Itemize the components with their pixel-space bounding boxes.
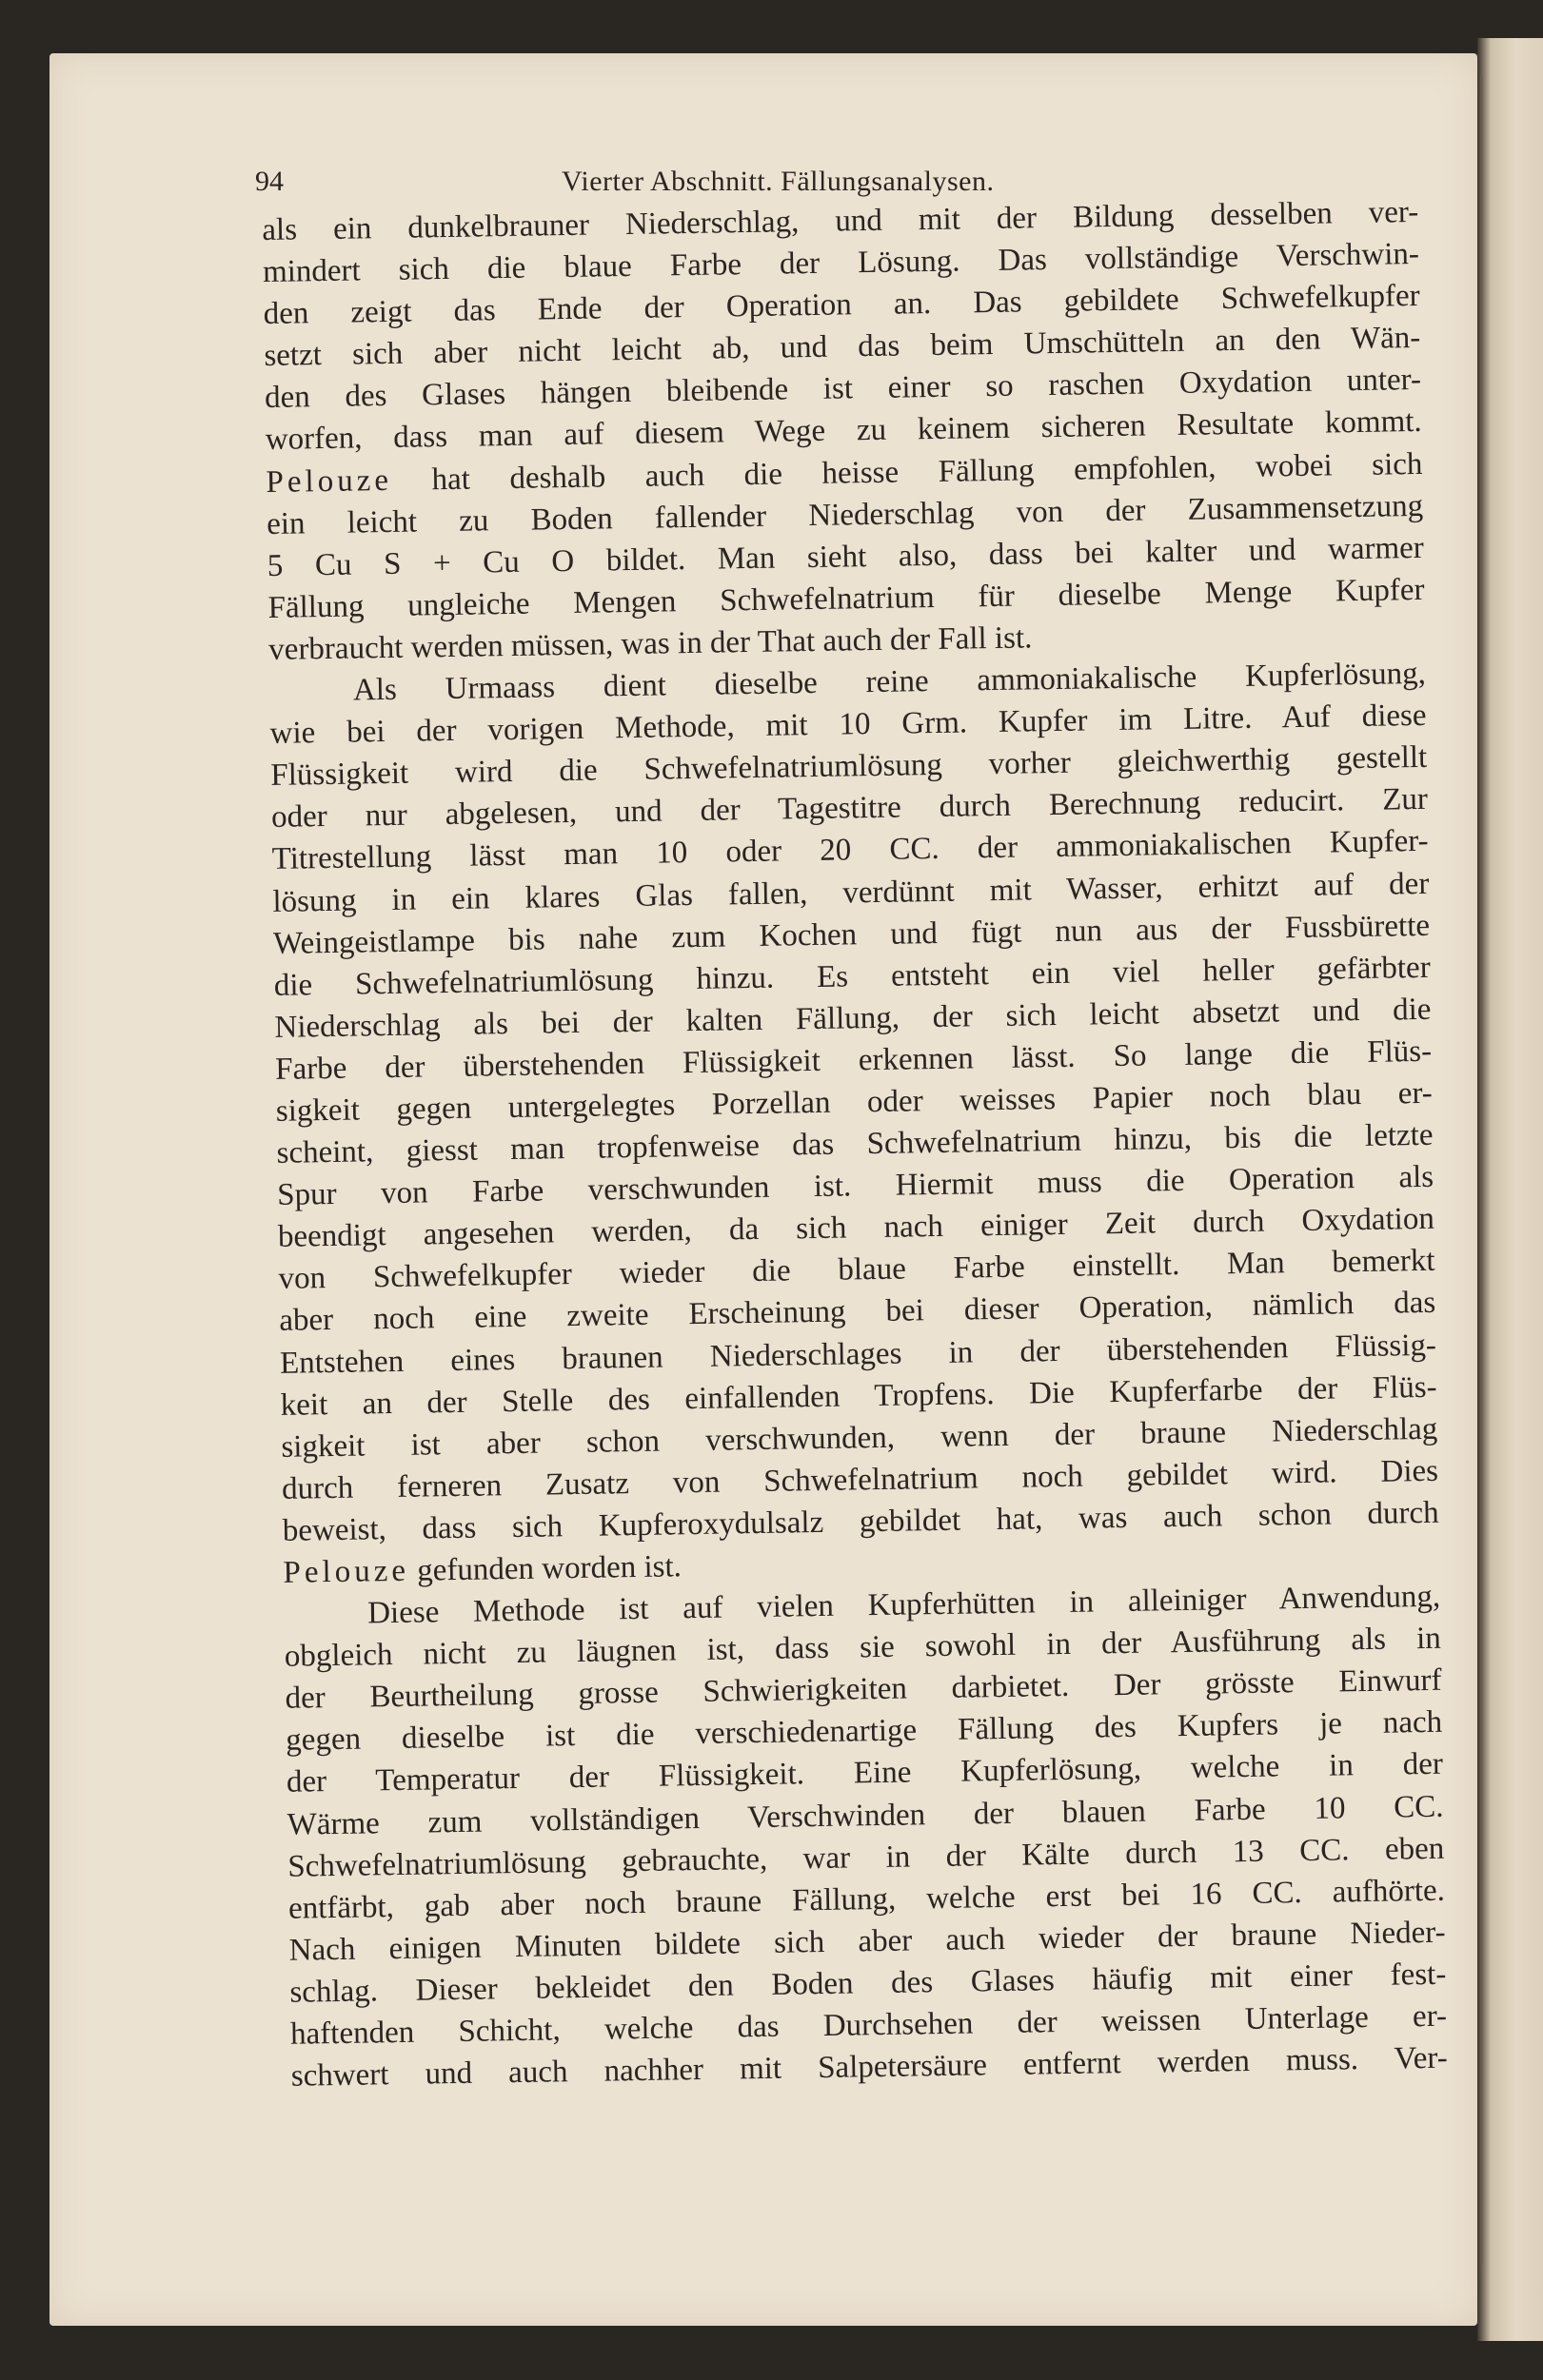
text-line: die Schwefelnatriumlösung hinzu. Es entsteht ein viel heller gefärbter xyxy=(273,950,1431,1003)
text-line: der Beurtheilung grosse Schwierigkeiten darbietet. Der grösste Einwurf xyxy=(285,1663,1442,1717)
text-line: 5 Cu S + Cu O bildet. Man sieht also, dass bei kalter und warmer xyxy=(267,530,1425,583)
gutter-line xyxy=(1480,76,1483,2265)
author-name: Pelouze xyxy=(283,1553,410,1590)
text-line: setzt sich aber nicht leicht ab, und das beim Umschütteln an den Wän- xyxy=(264,321,1421,374)
text-line: Fällung ungleiche Mengen Schwefelnatrium für dieselbe Menge Kupfer xyxy=(267,572,1425,625)
text-line: keit an der Stelle des einfallenden Tropfens. Die Kupferfarbe der Flüs- xyxy=(280,1369,1437,1423)
text-line: schwert und auch nachher mit Salpetersäure entfernt werden muss. Ver- xyxy=(290,2040,1448,2094)
text-line: oder nur abgelesen, und der Tagestitre durch Berechnung reducirt. Zur xyxy=(270,782,1429,836)
text-line: der Temperatur der Flüssigkeit. Eine Kupferlösung, welche in der xyxy=(286,1747,1444,1800)
next-page-edge xyxy=(1477,38,1543,2341)
text-line-rest: gefunden worden ist. xyxy=(416,1549,682,1588)
text-line: obgleich nicht zu läugnen ist, dass sie sowohl in der Ausführung als in xyxy=(284,1621,1442,1674)
text-line: Titrestellung lässt man 10 oder 20 CC. der ammoniakalischen Kupfer- xyxy=(271,824,1429,877)
text-line: den zeigt das Ende der Operation an. Das gebildete Schwefelkupfer xyxy=(263,279,1420,332)
running-head: Vierter Abschnitt. Fällungsanalysen. xyxy=(562,166,995,197)
author-name: Pelouze xyxy=(266,462,393,500)
text-line: lösung in ein klares Glas fallen, verdünnt mit Wasser, erhitzt auf der xyxy=(272,866,1430,919)
text-line: Flüssigkeit wird die Schwefelnatriumlösung vorher gleichwerthig gestellt xyxy=(270,740,1428,794)
text-line: wie bei der vorigen Methode, mit 10 Grm. Kupfer im Litre. Auf diese xyxy=(269,698,1427,752)
text-line: sigkeit ist aber schon verschwunden, wenn der braune Niederschlag xyxy=(281,1411,1438,1465)
text-line: Wärme zum vollständigen Verschwinden der blauen Farbe 10 CC. xyxy=(287,1789,1444,1842)
text-line: Entstehen eines braunen Niederschlages in der überstehenden Flüssig- xyxy=(279,1328,1437,1381)
text-line: durch ferneren Zusatz von Schwefelnatrium noch gebildet wird. Dies xyxy=(281,1453,1439,1506)
text-line: verbraucht werden müssen, was in der That auch der Fall ist. xyxy=(267,620,1033,667)
text-line: beweist, dass sich Kupferoxydulsalz gebildet hat, was auch schon durch xyxy=(282,1495,1439,1548)
text-line-rest: hat deshalb auch die heisse Fällung empfohlen, wobei sich xyxy=(431,446,1423,497)
text-line: den des Glases hängen bleibende ist einer so raschen Oxydation unter- xyxy=(264,363,1422,416)
page-number: 94 xyxy=(255,166,284,197)
text-line: Schwefelnatriumlösung gebrauchte, war in der Kälte durch 13 CC. eben xyxy=(287,1831,1445,1884)
text-line: ein leicht zu Boden fallender Niederschlag von der Zusammensetzung xyxy=(266,488,1424,541)
text-line: entfärbt, gab aber noch braune Fällung, welche erst bei 16 CC. aufhörte. xyxy=(287,1873,1446,1926)
text-line: Nach einigen Minuten bildete sich aber auch wieder der braune Nieder- xyxy=(288,1915,1446,1968)
text-line: von Schwefelkupfer wieder die blaue Farbe einstellt. Man bemerkt xyxy=(278,1244,1435,1297)
text-line: aber noch eine zweite Erscheinung bei dieser Operation, nämlich das xyxy=(279,1286,1436,1339)
text-line: scheint, giesst man tropfenweise das Schwefelnatrium hinzu, bis die letzte xyxy=(276,1117,1434,1170)
text-line: schlag. Dieser bekleidet den Boden des Glases häufig mit einer fest- xyxy=(289,1957,1447,2010)
text-line: mindert sich die blaue Farbe der Lösung. Das vollständige Verschwin- xyxy=(262,237,1420,290)
text-line: Weingeistlampe bis nahe zum Kochen und fügt nun aus der Fussbürette xyxy=(272,908,1431,961)
paragraph-start: Diese Methode ist auf vielen Kupferhütten in alleiniger Anwendung, xyxy=(366,1579,1441,1631)
text-line: sigkeit gegen untergelegtes Porzellan oder weisses Papier noch blau er- xyxy=(275,1075,1434,1129)
paragraph-start: Als Urmaass dient dieselbe reine ammoniakalische Kupferlösung, xyxy=(352,656,1427,708)
text-line: als ein dunkelbrauner Niederschlag, und mit der Bildung desselben ver- xyxy=(262,194,1419,247)
text-line: Niederschlag als bei der kalten Fällung, der sich leicht absetzt und die xyxy=(274,992,1432,1045)
text-line: gegen dieselbe ist die verschiedenartige Fällung des Kupfers je nach xyxy=(285,1705,1443,1759)
text-line: haftenden Schicht, welche das Durchsehen der weissen Unterlage er- xyxy=(289,1998,1448,2052)
text-line: worfen, dass man auf diesem Wege zu keinem sicheren Resultate kommt. xyxy=(265,404,1422,458)
text-line: Spur von Farbe verschwunden ist. Hiermit muss die Operation als xyxy=(276,1159,1434,1213)
text-line: beendigt angesehen werden, da sich nach einiger Zeit durch Oxydation xyxy=(277,1202,1435,1255)
body-text xyxy=(262,191,1448,2097)
text-line: Farbe der überstehenden Flüssigkeit erkennen lässt. So lange die Flüs- xyxy=(274,1033,1433,1087)
